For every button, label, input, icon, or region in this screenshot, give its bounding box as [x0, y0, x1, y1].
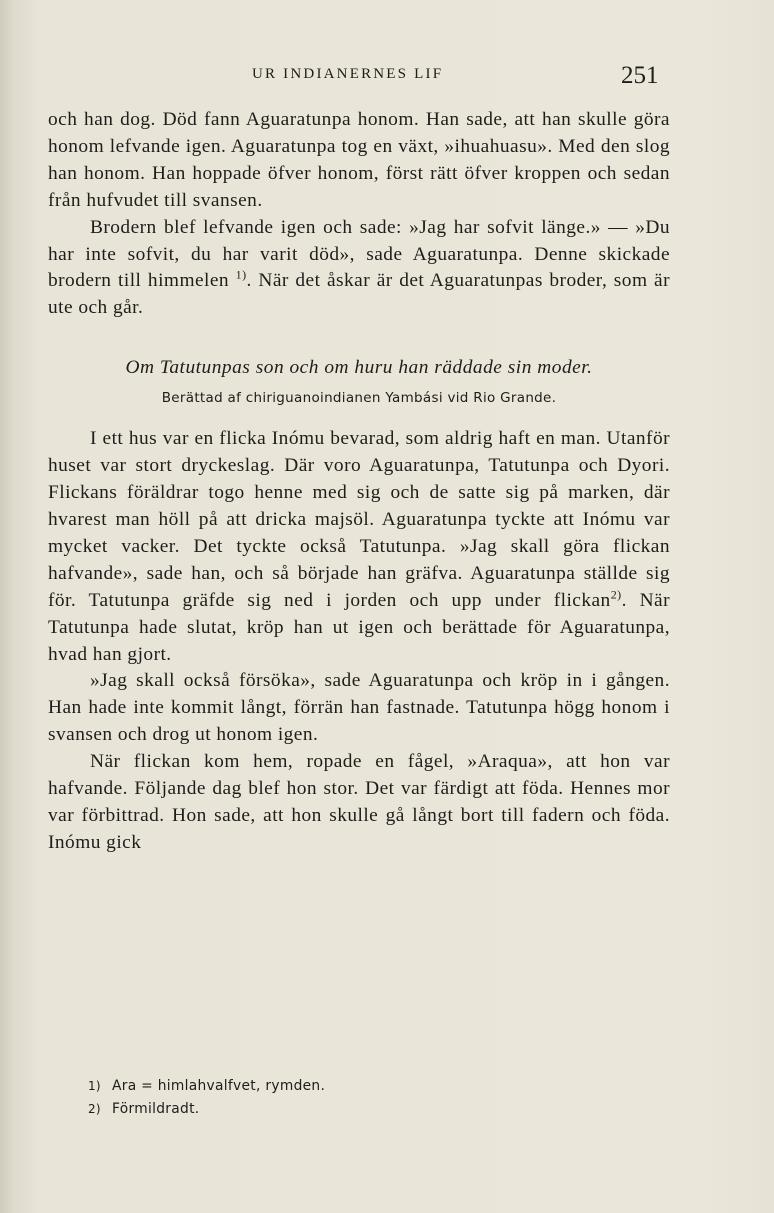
running-head — [0, 62, 774, 96]
paragraphs-after — [48, 426, 670, 857]
footnote-reference: 1) — [235, 267, 247, 282]
paragraph — [48, 668, 670, 749]
footnote-reference: 2) — [610, 587, 622, 602]
page-number: 251 — [621, 62, 659, 89]
paragraph-text: Brodern blef lefvande igen och sade: »Jag har sofvit länge.» — »Du har inte sofvit, du har varit död», sade Aguaratunpa. Denne skickade brodern till himmelen — [48, 216, 670, 292]
footnote-mark: 2) — [88, 1102, 101, 1116]
footnote — [88, 1075, 648, 1098]
paragraph — [48, 749, 670, 857]
paragraph-text: »Jag skall också försöka», sade Aguaratunpa och kröp in i gången. Han hade inte kommit långt, förrän han fastnade. Tatutunpa högg honom i svansen och drog ut honom igen. — [48, 670, 670, 746]
footnote-mark: 1) — [88, 1079, 101, 1093]
paragraphs-before — [48, 107, 670, 322]
paragraph-text: . När det åskar är det Aguaratunpas broder, som är ute och går. — [48, 270, 670, 319]
paragraph — [48, 107, 670, 215]
running-head-title: UR INDIANERNES LIF — [252, 66, 444, 82]
paragraph — [48, 215, 670, 323]
paragraph-text: . När Tatutunpa hade slutat, kröp han ut igen och berättade för Aguaratunpa, hvad han gjort. — [48, 589, 670, 665]
paragraph — [48, 426, 670, 668]
paragraph-text: och han dog. Död fann Aguaratunpa honom. Han sade, att han skulle göra honom lefvande igen. Aguaratunpa tog en växt, »ihuahuasu». Med den slog han honom. Han hoppade öfver honom, först rätt öfver kroppen och sedan från hufvudet till svansen. — [48, 109, 670, 211]
paragraph-text: I ett hus var en flicka Inómu bevarad, som aldrig haft en man. Utanför huset var stort dryckeslag. Där voro Aguaratunpa, Tatutunpa och Dyori. Flickans föräldrar togo henne med sig och de satte sig på marken, där hvarest man höll på att dricka majsöl. Aguaratunpa tyckte att Inómu var mycket vacker. Det tyckte också Tatutunpa. »Jag skall göra flickan hafvande», sade han, och så började han gräfva. Aguaratunpa ställde sig för. Tatutunpa gräfde sig ned i jorden och upp under flickan — [48, 428, 670, 611]
footnote-text: Förmildradt. — [112, 1101, 200, 1117]
footnote — [88, 1098, 648, 1121]
footnotes — [88, 1075, 648, 1121]
story-source: Berättad af chiriguanoindianen Yambási vid Rio Grande. — [161, 390, 557, 407]
footnote-text: Ara = himlahvalfvet, rymden. — [112, 1078, 326, 1094]
page-body — [48, 107, 670, 857]
paragraph-text: När flickan kom hem, ropade en fågel, »Araqua», att hon var hafvande. Följande dag blef hon stor. Det var färdigt att föda. Hennes mor var förbittrad. Hon sade, att hon skulle gå långt bort till fadern och föda. Inómu gick — [48, 751, 670, 853]
story-title: Om Tatutunpas son och om huru han räddade sin moder. — [125, 357, 593, 379]
